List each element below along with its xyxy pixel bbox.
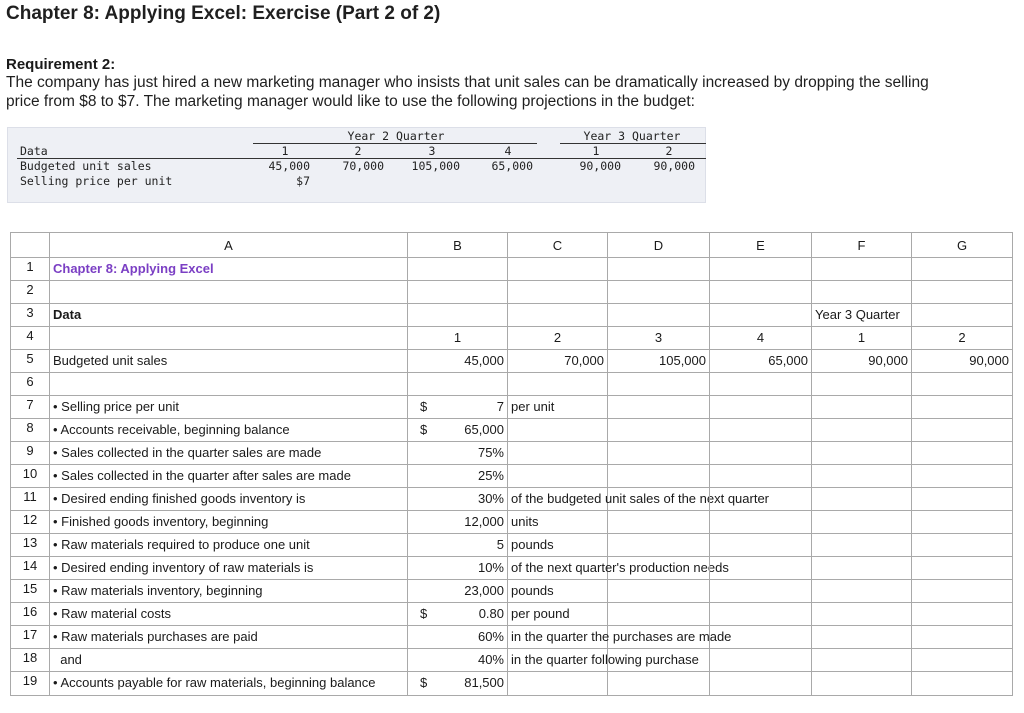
cell-f5[interactable] [812,350,912,373]
parameter-label: • Accounts receivable, beginning balance [53,422,290,437]
row-header-19[interactable]: 19 [10,672,50,696]
databox-units-label: Budgeted unit sales [20,159,152,173]
dollar-sign: $ [420,606,428,621]
row-header-3[interactable]: 3 [10,304,50,327]
parameter-label: • Raw materials inventory, beginning [53,583,263,598]
year3-quarter-label: Year 3 Quarter [815,307,900,322]
cell-g10[interactable] [912,465,1013,488]
column-header-b[interactable]: B [408,232,508,258]
cell-g17[interactable] [912,626,1013,649]
cell-a17[interactable] [50,626,408,649]
cell-e2[interactable] [710,281,812,304]
cell-a6[interactable] [50,373,408,396]
cell-b9[interactable] [408,442,508,465]
cell-d17[interactable] [608,626,710,649]
cell-g15[interactable] [912,580,1013,603]
dollar-sign: $ [420,422,428,437]
cell-a15[interactable] [50,580,408,603]
parameter-value: 40% [477,652,504,667]
parameter-note: units [511,514,539,529]
cell-a8[interactable] [50,419,408,442]
parameter-label: • Raw materials required to produce one unit [53,537,310,552]
parameter-value: 23,000 [464,583,504,598]
parameter-value: 25% [477,468,504,483]
parameter-note: of the budgeted unit sales of the next quarter [511,491,770,506]
cell-a19[interactable] [50,672,408,696]
databox-price-label: Selling price per unit [20,174,173,188]
cell-f16[interactable] [812,603,912,626]
cell-d19[interactable] [608,672,710,696]
cell-g1[interactable] [912,258,1013,281]
parameter-label: • Sales collected in the quarter sales are made [53,445,322,460]
cell-g19[interactable] [912,672,1013,696]
page-title: Chapter 8: Applying Excel: Exercise (Part 2 of 2) [6,3,441,24]
cell-c3[interactable] [508,304,608,327]
cell-d3[interactable] [608,304,710,327]
cell-c16[interactable] [508,603,608,626]
cell-d13[interactable] [608,534,710,557]
cell-e13[interactable] [710,534,812,557]
quarter-number: 2 [553,330,562,345]
cell-a12[interactable] [50,511,408,534]
cell-b2[interactable] [408,281,508,304]
cell-d11[interactable] [608,488,710,511]
cell-b10[interactable] [408,465,508,488]
databox-units-value: 90,000 [653,159,695,173]
parameter-note: in the quarter the purchases are made [511,629,732,644]
cell-d14[interactable] [608,557,710,580]
budgeted-unit-sales-value: 45,000 [464,353,504,368]
cell-d18[interactable] [608,649,710,672]
requirement-text-line1: The company has just hired a new marketing manager who insists that unit sales can be dramatically increased by dropping the selling [6,74,929,91]
cell-d9[interactable] [608,442,710,465]
cell-f14[interactable] [812,557,912,580]
cell-a10[interactable] [50,465,408,488]
cell-e4[interactable] [710,327,812,350]
parameter-value: 5 [496,537,504,552]
cell-g5[interactable] [912,350,1013,373]
cell-f11[interactable] [812,488,912,511]
cell-d5[interactable] [608,350,710,373]
row-header-4[interactable]: 4 [10,327,50,350]
quarter-number: 1 [453,330,462,345]
row-header-9[interactable]: 9 [10,442,50,465]
cell-c4[interactable] [508,327,608,350]
cell-c17[interactable] [508,626,732,649]
cell-e6[interactable] [710,373,812,396]
cell-e10[interactable] [710,465,812,488]
year3-quarter-header: Year 3 Quarter [583,129,681,143]
parameter-label: • Accounts payable for raw materials, beginning balance [53,675,376,690]
row-header-7[interactable]: 7 [10,396,50,419]
databox-quarter: 1 [592,144,600,158]
cell-f9[interactable] [812,442,912,465]
cell-f13[interactable] [812,534,912,557]
row-header-15[interactable]: 15 [10,580,50,603]
cell-d15[interactable] [608,580,710,603]
row-header-5[interactable]: 5 [10,350,50,373]
year2-quarter-header: Year 2 Quarter [347,129,445,143]
cell-f3[interactable] [812,304,912,327]
column-header-c[interactable]: C [508,232,608,258]
parameter-note: per unit [511,399,555,414]
cell-b11[interactable] [408,488,508,511]
column-header-g[interactable]: G [912,232,1013,258]
cell-f19[interactable] [812,672,912,696]
cell-c18[interactable] [508,649,699,672]
cell-f10[interactable] [812,465,912,488]
cell-a2[interactable] [50,281,408,304]
row-header-14[interactable]: 14 [10,557,50,580]
row-header-12[interactable]: 12 [10,511,50,534]
parameter-label: • Raw materials purchases are paid [53,629,258,644]
cell-f8[interactable] [812,419,912,442]
cell-c2[interactable] [508,281,608,304]
requirement-label: Requirement 2: [6,56,116,73]
row-header-2[interactable]: 2 [10,281,50,304]
cell-b18[interactable] [408,649,508,672]
databox-units-value: 90,000 [579,159,621,173]
cell-c7[interactable] [508,396,608,419]
cell-e17[interactable] [710,626,812,649]
cell-b1[interactable] [408,258,508,281]
cell-f2[interactable] [812,281,912,304]
quarter-number: 3 [654,330,663,345]
cell-f17[interactable] [812,626,912,649]
cell-b13[interactable] [408,534,508,557]
cell-a5[interactable] [50,350,408,373]
cell-e14[interactable] [710,557,812,580]
cell-e1[interactable] [710,258,812,281]
databox-quarter: 2 [665,144,673,158]
parameter-value: 7 [496,399,504,414]
row-header-6[interactable]: 6 [10,373,50,396]
cell-a9[interactable] [50,442,408,465]
cell-g9[interactable] [912,442,1013,465]
cell-e9[interactable] [710,442,812,465]
cell-e19[interactable] [710,672,812,696]
parameter-value: 0.80 [478,606,504,621]
cell-g7[interactable] [912,396,1013,419]
column-header-e[interactable]: E [710,232,812,258]
cell-c15[interactable] [508,580,608,603]
parameter-label: • Selling price per unit [53,399,179,414]
databox-data-label: Data [20,144,48,158]
budgeted-unit-sales-value: 90,000 [969,353,1009,368]
row-header-8[interactable]: 8 [10,419,50,442]
cell-f4[interactable] [812,327,912,350]
cell-a3[interactable] [50,304,408,327]
cell-e8[interactable] [710,419,812,442]
cell-d2[interactable] [608,281,710,304]
budgeted-unit-sales-value: 90,000 [868,353,908,368]
cell-f7[interactable] [812,396,912,419]
cell-c10[interactable] [508,465,608,488]
parameter-label: • Raw material costs [53,606,171,621]
cell-c9[interactable] [508,442,608,465]
cell-b17[interactable] [408,626,508,649]
cell-g3[interactable] [912,304,1013,327]
budgeted-unit-sales-label: Budgeted unit sales [53,353,168,368]
cell-c8[interactable] [508,419,608,442]
cell-d1[interactable] [608,258,710,281]
databox-quarter: 2 [354,144,362,158]
cell-a4[interactable] [50,327,408,350]
cell-g18[interactable] [912,649,1013,672]
column-header-d[interactable]: D [608,232,710,258]
dollar-sign: $ [420,675,428,690]
cell-g12[interactable] [912,511,1013,534]
cell-b5[interactable] [408,350,508,373]
cell-g13[interactable] [912,534,1013,557]
cell-e7[interactable] [710,396,812,419]
cell-g8[interactable] [912,419,1013,442]
cell-f15[interactable] [812,580,912,603]
cell-b16[interactable] [408,603,508,626]
cell-e16[interactable] [710,603,812,626]
requirement-text-line2: price from $8 to $7. The marketing manager would like to use the following projections in the budget: [6,93,695,110]
cell-e18[interactable] [710,649,812,672]
cell-a1[interactable] [50,258,408,281]
cell-e15[interactable] [710,580,812,603]
cell-d4[interactable] [608,327,710,350]
cell-b15[interactable] [408,580,508,603]
parameter-value: 12,000 [464,514,504,529]
cell-c13[interactable] [508,534,608,557]
databox-price-value: $7 [296,174,310,188]
select-all-corner[interactable] [10,232,50,258]
row-header-18[interactable]: 18 [10,649,50,672]
parameter-value: 10% [477,560,504,575]
cell-f1[interactable] [812,258,912,281]
cell-c12[interactable] [508,511,608,534]
databox-units-value: 45,000 [268,159,310,173]
parameter-note: pounds [511,537,554,552]
cell-b12[interactable] [408,511,508,534]
parameter-note: pounds [511,583,554,598]
row-header-16[interactable]: 16 [10,603,50,626]
quarter-number: 4 [756,330,765,345]
cell-a18[interactable] [50,649,408,672]
sheet-title: Chapter 8: Applying Excel [53,261,214,276]
cell-d16[interactable] [608,603,710,626]
parameter-label: • Desired ending inventory of raw materials is [53,560,314,575]
row-header-13[interactable]: 13 [10,534,50,557]
parameter-value: 75% [477,445,504,460]
databox-quarter: 1 [281,144,289,158]
cell-c5[interactable] [508,350,608,373]
cell-g4[interactable] [912,327,1013,350]
cell-e11[interactable] [710,488,812,511]
cell-g6[interactable] [912,373,1013,396]
cell-g14[interactable] [912,557,1013,580]
cell-b8[interactable] [408,419,508,442]
row-header-10[interactable]: 10 [10,465,50,488]
parameter-value: 60% [477,629,504,644]
cell-d8[interactable] [608,419,710,442]
parameter-value: 81,500 [464,675,504,690]
parameter-note: in the quarter following purchase [511,652,699,667]
row-header-1[interactable]: 1 [10,258,50,281]
databox-units-value: 105,000 [411,159,460,173]
parameter-label: • Sales collected in the quarter after sales are made [53,468,351,483]
cell-f6[interactable] [812,373,912,396]
parameter-label: • Desired ending finished goods inventory is [53,491,306,506]
databox-quarter: 4 [504,144,512,158]
parameter-note: of the next quarter's production needs [511,560,729,575]
dollar-sign: $ [420,399,428,414]
parameter-note: per pound [511,606,570,621]
cell-e12[interactable] [710,511,812,534]
row-header-17[interactable]: 17 [10,626,50,649]
cell-b6[interactable] [408,373,508,396]
cell-c19[interactable] [508,672,608,696]
databox-quarter: 3 [428,144,436,158]
cell-b14[interactable] [408,557,508,580]
cell-g16[interactable] [912,603,1013,626]
budgeted-unit-sales-value: 65,000 [768,353,808,368]
cell-g2[interactable] [912,281,1013,304]
databox-units-value: 65,000 [491,159,533,173]
column-header-a[interactable]: A [50,232,408,258]
cell-c6[interactable] [508,373,608,396]
year2-header-rule [253,143,537,144]
cell-c11[interactable] [508,488,770,511]
cell-d10[interactable] [608,465,710,488]
cell-c1[interactable] [508,258,608,281]
parameter-value: 65,000 [464,422,504,437]
cell-d6[interactable] [608,373,710,396]
quarter-number: 1 [857,330,866,345]
cell-b7[interactable] [408,396,508,419]
quarter-number: 2 [958,330,966,345]
cell-c14[interactable] [508,557,729,580]
parameter-value: 30% [477,491,504,506]
cell-b4[interactable] [408,327,508,350]
cell-a7[interactable] [50,396,408,419]
cell-f18[interactable] [812,649,912,672]
parameter-label: • Finished goods inventory, beginning [53,514,269,529]
cell-e5[interactable] [710,350,812,373]
column-header-f[interactable]: F [812,232,912,258]
year3-header-rule [560,143,706,144]
cell-a16[interactable] [50,603,408,626]
cell-a14[interactable] [50,557,408,580]
cell-b19[interactable] [408,672,508,696]
cell-b3[interactable] [408,304,508,327]
budgeted-unit-sales-value: 105,000 [659,353,706,368]
cell-a13[interactable] [50,534,408,557]
cell-d12[interactable] [608,511,710,534]
row-header-11[interactable]: 11 [10,488,50,511]
parameter-label: and [53,652,82,667]
budgeted-unit-sales-value: 70,000 [564,353,604,368]
cell-g11[interactable] [912,488,1013,511]
data-heading: Data [53,307,82,322]
cell-e3[interactable] [710,304,812,327]
cell-f12[interactable] [812,511,912,534]
cell-d7[interactable] [608,396,710,419]
databox-units-value: 70,000 [342,159,384,173]
cell-a11[interactable] [50,488,408,511]
